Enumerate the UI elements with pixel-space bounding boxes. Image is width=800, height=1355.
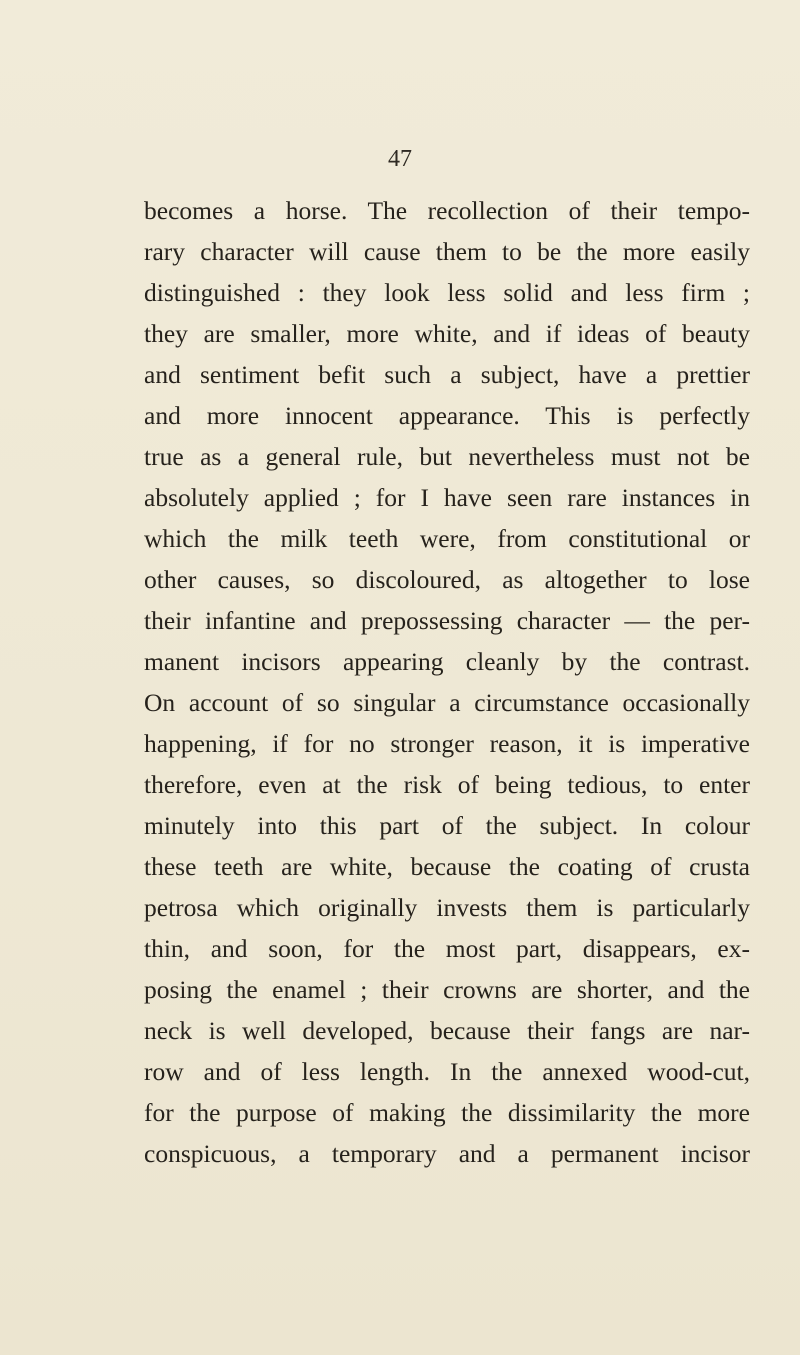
body-text: [144, 190, 750, 1174]
text-line: true as a general rule, but nevertheless must not be: [144, 442, 750, 471]
text-line: therefore, even at the risk of being tedious, to enter: [144, 770, 750, 799]
text-line: becomes a horse. The recollection of their tempo-: [144, 196, 750, 225]
text-line: and more innocent appearance. This is perfectly: [144, 401, 750, 430]
text-line: rary character will cause them to be the more easily: [144, 237, 750, 266]
text-line: posing the enamel ; their crowns are shorter, and the: [144, 975, 750, 1004]
text-line: other causes, so discoloured, as altogether to lose: [144, 565, 750, 594]
text-line: petrosa which originally invests them is particularly: [144, 893, 750, 922]
text-line: for the purpose of making the dissimilarity the more: [144, 1098, 750, 1127]
text-line: manent incisors appearing cleanly by the contrast.: [144, 647, 750, 676]
page-number: 47: [388, 146, 412, 172]
text-line: their infantine and prepossessing character — the per-: [144, 606, 750, 635]
text-line: conspicuous, a temporary and a permanent incisor: [144, 1139, 750, 1168]
text-line: these teeth are white, because the coating of crusta: [144, 852, 750, 881]
text-line: minutely into this part of the subject. In colour: [144, 811, 750, 840]
text-line: neck is well developed, because their fangs are nar-: [144, 1016, 750, 1045]
text-line: distinguished : they look less solid and less firm ;: [144, 278, 750, 307]
text-line: and sentiment befit such a subject, have a prettier: [144, 360, 750, 389]
text-line: absolutely applied ; for I have seen rare instances in: [144, 483, 750, 512]
text-line: On account of so singular a circumstance occasionally: [144, 688, 750, 717]
text-line: they are smaller, more white, and if ideas of beauty: [144, 319, 750, 348]
text-line: happening, if for no stronger reason, it is imperative: [144, 729, 750, 758]
text-line: thin, and soon, for the most part, disappears, ex-: [144, 934, 750, 963]
text-line: which the milk teeth were, from constitutional or: [144, 524, 750, 553]
text-line: row and of less length. In the annexed wood-cut,: [144, 1057, 750, 1086]
